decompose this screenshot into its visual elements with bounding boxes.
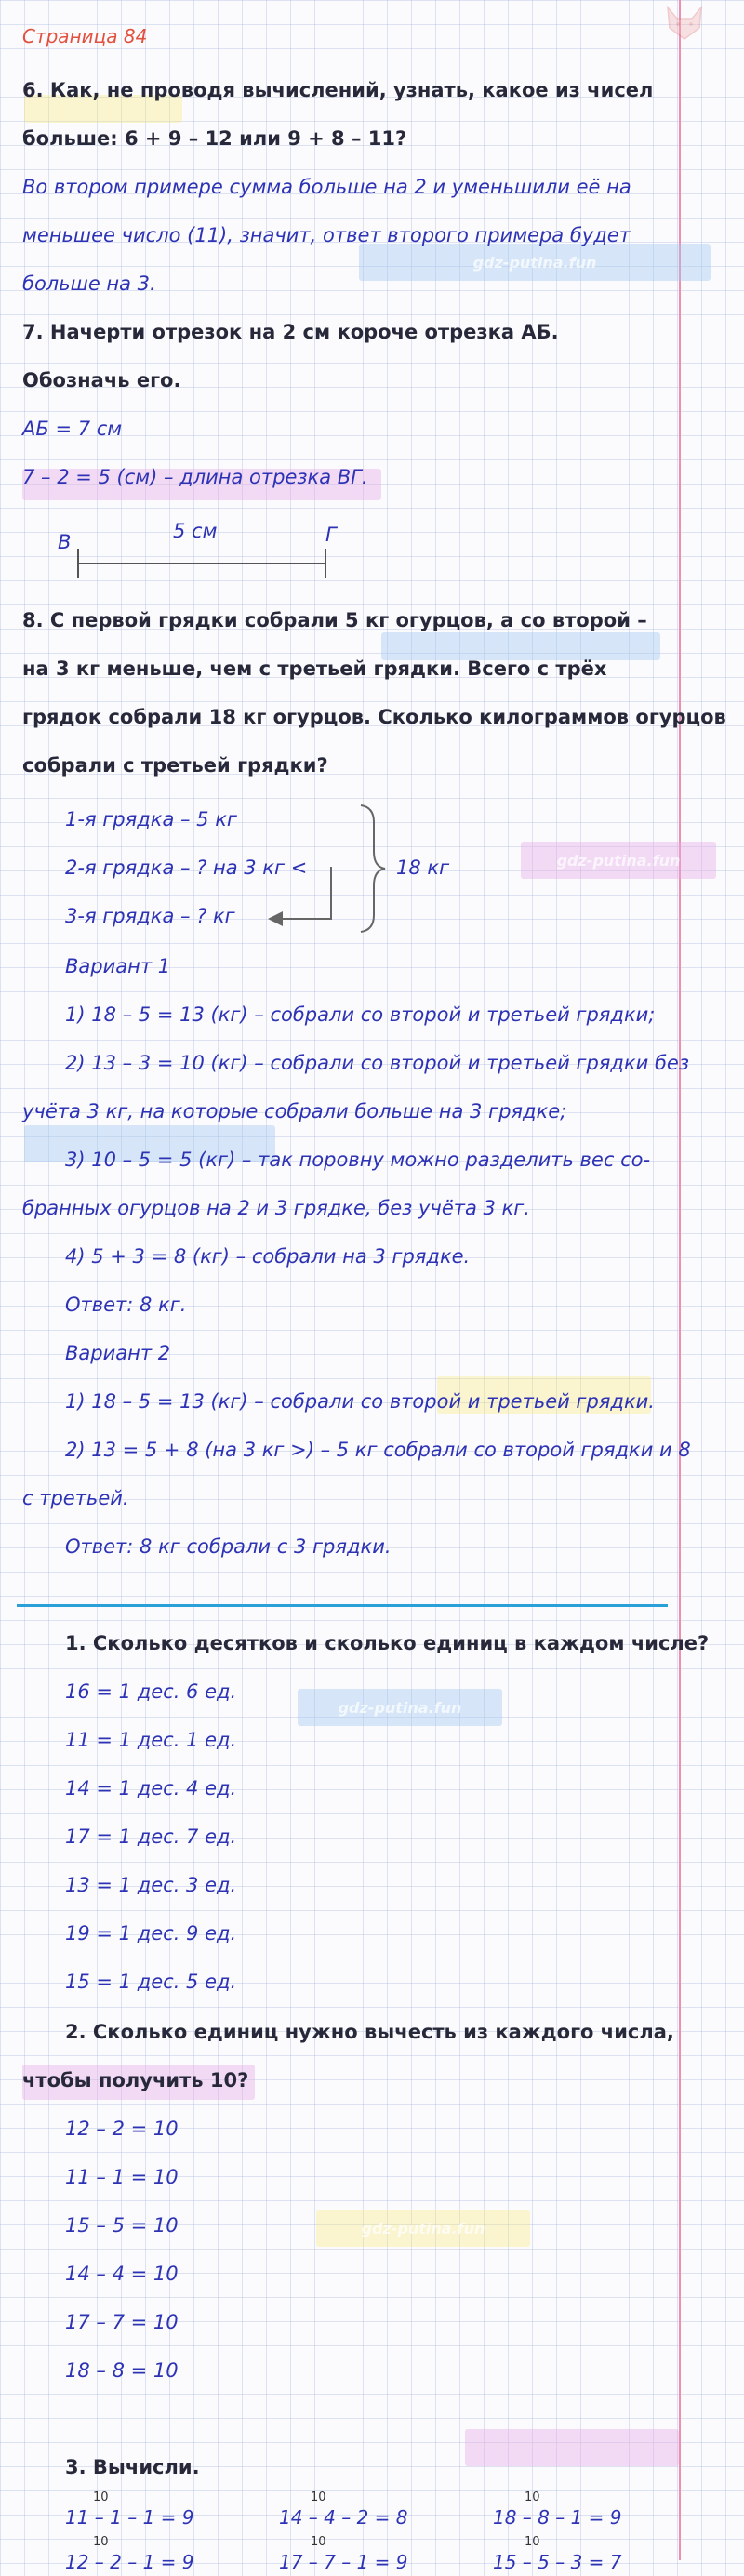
answer: Ответ: 8 кг собрали с 3 грядки. [65, 1535, 392, 1558]
task1-item: 15 = 1 дес. 5 ед. [65, 1971, 237, 1993]
solution-step: с третьей. [22, 1487, 129, 1509]
task3-expression: 12 – 2 – 1 = 9 [65, 2551, 194, 2573]
arrow-head [268, 911, 283, 926]
task2-question: 2. Сколько единиц нужно вычесть из каждого числа, [65, 2021, 674, 2043]
watermark: gdz-putina.fun [472, 253, 597, 272]
watermark: gdz-putina.fun [338, 1698, 462, 1717]
ten-mark: 10 [93, 2535, 109, 2549]
solution-step: 1) 18 – 5 = 13 (кг) – собрали со второй и третьей грядки. [65, 1390, 655, 1413]
task3-question: 3. Вычисли. [65, 2456, 200, 2478]
task1-item: 16 = 1 дес. 6 ед. [65, 1680, 237, 1703]
task7-question: Обозначь его. [22, 369, 181, 392]
task6-question: 6. Как, не проводя вычислений, узнать, какое из чисел [22, 79, 654, 101]
solution-step: 2) 13 = 5 + 8 (на 3 кг >) – 5 кг собрали со второй грядки и 8 [65, 1439, 691, 1461]
task7-question: 7. Начерти отрезок на 2 см короче отрезка АБ. [22, 321, 559, 343]
solution-step: бранных огурцов на 2 и 3 грядке, без учёта 3 кг. [22, 1197, 530, 1219]
watermark: gdz-putina.fun [361, 2219, 485, 2237]
task3-expression: 18 – 8 – 1 = 9 [493, 2506, 622, 2529]
watermark: gdz-putina.fun [556, 851, 681, 870]
scheme-line: 1-я грядка – 5 кг [65, 808, 237, 830]
scheme-line: 2-я грядка – ? на 3 кг < [65, 856, 308, 879]
solution-step: 2) 13 – 3 = 10 (кг) – собрали со второй и третьей грядки без [65, 1052, 689, 1074]
solution-step: 1) 18 – 5 = 13 (кг) – собрали со второй и третьей грядки; [65, 1003, 656, 1026]
ten-mark: 10 [93, 2490, 109, 2504]
task2-item: 17 – 7 = 10 [65, 2311, 179, 2333]
task1-item: 17 = 1 дес. 7 ед. [65, 1826, 237, 1848]
task8-question: собрали с третьей грядки? [22, 754, 328, 777]
task1-item: 11 = 1 дес. 1 ед. [65, 1729, 237, 1751]
task3-expression: 17 – 7 – 1 = 9 [279, 2551, 408, 2573]
variant-title: Вариант 1 [65, 955, 171, 977]
brace [361, 805, 385, 932]
segment-length-label: 5 см [173, 520, 218, 542]
task2-item: 15 – 5 = 10 [65, 2214, 179, 2237]
point-g-label: Г [326, 524, 337, 546]
task6-answer: больше на 3. [22, 272, 156, 295]
page-label: Страница 84 [22, 25, 148, 47]
ten-mark: 10 [311, 2490, 326, 2504]
task2-item: 11 – 1 = 10 [65, 2166, 179, 2188]
scheme-total: 18 кг [396, 856, 450, 879]
solution-step: 4) 5 + 3 = 8 (кг) – собрали на 3 грядке. [65, 1245, 471, 1268]
scheme-line: 3-я грядка – ? кг [65, 905, 235, 927]
task8-question: 8. С первой грядки собрали 5 кг огурцов, а со второй – [22, 609, 647, 631]
task3-expression: 11 – 1 – 1 = 9 [65, 2506, 194, 2529]
variant-title: Вариант 2 [65, 1342, 171, 1364]
task3-expression: 15 – 5 – 3 = 7 [493, 2551, 622, 2573]
point-v-label: В [58, 531, 72, 553]
task3-expression: 14 – 4 – 2 = 8 [279, 2506, 408, 2529]
task1-item: 13 = 1 дес. 3 ед. [65, 1874, 237, 1896]
task1-item: 19 = 1 дес. 9 ед. [65, 1922, 237, 1945]
ten-mark: 10 [525, 2535, 540, 2549]
task8-question: грядок собрали 18 кг огурцов. Сколько килограммов огурцов [22, 706, 726, 728]
task2-item: 18 – 8 = 10 [65, 2359, 179, 2382]
solution-step: 3) 10 – 5 = 5 (кг) – так поровну можно разделить вес со- [65, 1149, 651, 1171]
task1-item: 14 = 1 дес. 4 ед. [65, 1777, 237, 1799]
solution-step: учёта 3 кг, на которые собрали больше на 3 грядке; [22, 1100, 567, 1122]
task6-question: больше: 6 + 9 – 12 или 9 + 8 – 11? [22, 127, 407, 150]
task1-question: 1. Сколько десятков и сколько единиц в каждом числе? [65, 1632, 710, 1654]
task7-answer: 7 – 2 = 5 (см) – длина отрезка ВГ. [22, 466, 368, 488]
task2-item: 12 – 2 = 10 [65, 2118, 179, 2140]
task7-answer: АБ = 7 см [22, 418, 123, 440]
answer: Ответ: 8 кг. [65, 1294, 187, 1316]
ten-mark: 10 [525, 2490, 540, 2504]
ten-mark: 10 [311, 2535, 326, 2549]
section-divider [17, 1604, 668, 1607]
task2-question: чтобы получить 10? [22, 2069, 249, 2091]
task6-answer: Во втором примере сумма больше на 2 и уменьшили её на [22, 176, 631, 198]
task8-question: на 3 кг меньше, чем с третьей грядки. Всего с трёх [22, 657, 607, 680]
task6-answer: меньшее число (11), значит, ответ второго примера будет [22, 224, 631, 246]
task2-item: 14 – 4 = 10 [65, 2263, 179, 2285]
